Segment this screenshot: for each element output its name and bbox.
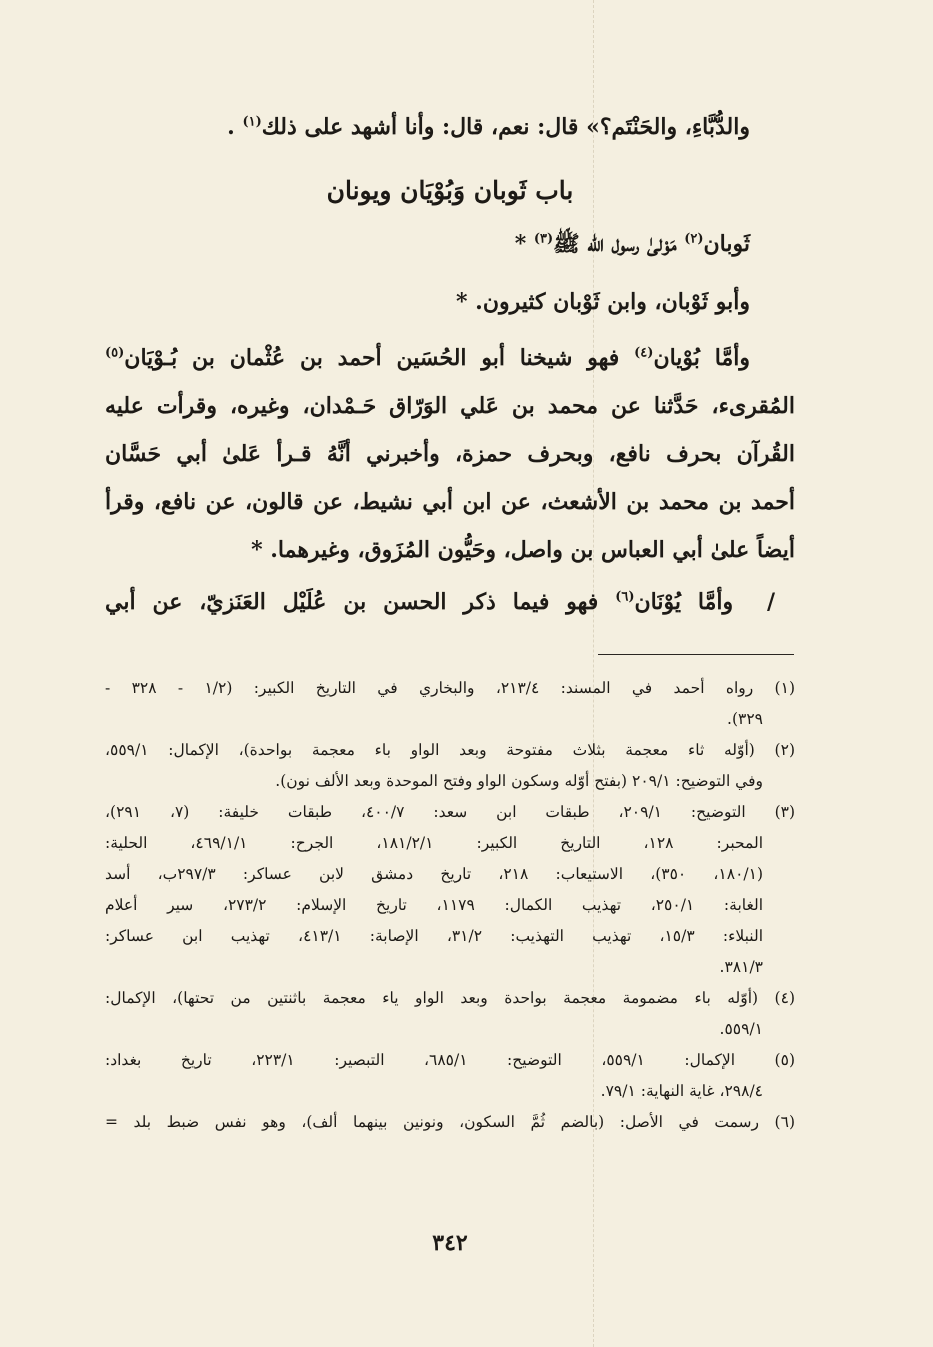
footnote-3-line: ٣٨١/٣. [719,958,763,976]
footnote-ref-3[interactable]: (٣) [533,231,554,247]
paragraph-line: أحمد بن محمد بن الأشعث، عن ابن أبي نشيط، عن قالون، عن نافع، وقرأ [105,489,795,515]
paragraph-yunan-text: فهو فيما ذكر الحسن بن عُلَيْل العَنَزيّ، عن أبي [105,589,599,615]
opening-line-text: والدُّبَّاءِ، والحَنْتَم؟» قال: نعم، قال: وأنا أشهد على ذلك [261,114,750,140]
entry-end-star: * [514,231,527,257]
footnote-ref-5[interactable]: (٥) [105,345,125,361]
section-heading: باب ثَوبان وَبُوْيَان ويونان [326,176,574,205]
footnote-3-line: المحبر: ١٢٨، التاريخ الكبير: ١٨١/٢/١، الجرح: ٤٦٩/١/١، الحلية: [105,834,763,852]
paragraph-buwayan-end: أيضاً علىٰ أبي العباس بن واصل، وحَيُّون المُزَوق، وغيرهما. [270,537,795,563]
page-number: ٣٤٢ [432,1230,468,1256]
entry-end-star: * [455,289,468,315]
footnote-4-line: (٤) (أوّله باء مضمومة معجمة بواحدة وبعد الواو ياء معجمة باثنتين من تحتها)، الإكمال: [105,989,795,1007]
footnote-5-line: ٢٩٨/٤، غاية النهاية: ٧٩/١. [600,1082,763,1100]
paragraph-line [105,526,795,574]
footnote-1-line: ٣٢٩). [727,710,763,728]
paragraph-buwayan-text: فهو شيخنا أبو الحُسَين أحمد بن عُثْمان بن بُـوْيَان [124,345,620,371]
entry-thawban-block [105,220,795,268]
paragraph-line [105,334,795,382]
footnote-3-line: (١٨٠/١، ٣٥٠)، الاستيعاب: ٢١٨، تاريخ دمشق لابن عساكر: ٢٩٧/٣ب، أسد [105,865,764,883]
entry-thawban-desc: مَوْلىٰ رسول الله ﷺ [553,231,677,257]
entry-abu-thawban-block [105,278,795,326]
footnote-ref-6[interactable]: (٦) [615,589,635,605]
section-heading-block [105,167,795,215]
paragraph-line: المُقرىء، حَدَّثنا عن محمد بن عَلي الوَرّاق حَـمْدان، وغيره، وقرأت عليه [105,393,795,419]
footnotes-section [105,673,795,1138]
paragraph-yunan [105,578,795,626]
paragraph-line: القُرآن بحرف نافع، وبحرف حمزة، وأخبرني أنَّهُ قـرأ عَلىٰ أبي حَسَّان [105,441,795,467]
footnote-3-line: (٣) التوضيح: ٢٠٩/١، طبقات ابن سعد: ٤٠٠/٧، طبقات خليفة: (٧، ٢٩١)، [105,803,795,821]
entry-abu-thawban-text: وأبو ثَوْبان، وابن ثَوْبان كثيرون. [475,289,750,315]
main-text-block-top [105,103,795,151]
paragraph-yunan-intro: وأمَّا يُوْنَان [634,589,734,615]
footnote-6-line: (٦) رسمت في الأصل: (بالضم ثُمَّ السكون، ونونين بينهما ألف)، وهو نفس ضبط بلد = [105,1113,795,1131]
footnote-ref-1[interactable]: (١) [242,114,262,130]
footnote-2-line: وفي التوضيح: ٢٠٩/١ (بفتح أوّله وسكون الواو وفتح الموحدة وبعد الألف نون). [275,772,763,790]
paragraph-line [105,578,795,626]
footnote-ref-4[interactable]: (٤) [634,345,654,361]
entry-thawban [105,220,795,268]
entry-abu-thawban [105,278,795,326]
paragraph-buwayan [105,334,795,574]
opening-line [105,103,795,151]
footnote-2-line: (٢) (أوّله ثاء معجمة بثلاث مفتوحة وبعد الواو باء معجمة بواحدة)، الإكمال: ٥٥٩/١، [105,741,795,759]
footnote-3-line: النبلاء: ١٥/٣، تهذيب التهذيب: ٣١/٢، الإصابة: ٤١٣/١، تهذيب ابن عساكر: [105,927,763,945]
entry-thawban-name: ثَوبان [703,231,750,257]
footnote-3-line: الغابة: ٢٥٠/١، تهذيب الكمال: ١١٧٩، تاريخ الإسلام: ٢٧٣/٢، سير أعلام [105,896,764,914]
footnote-5-line: (٥) الإكمال: ٥٥٩/١، التوضيح: ٦٨٥/١، التبصير: ٢٢٣/١، تاريخ بغداد: [105,1051,795,1069]
footnote-1-line: (١) رواه أحمد في المسند: ٢١٣/٤، والبخاري في التاريخ الكبير: (١/٢ - ٣٢٨ - [105,679,795,697]
footnote-divider [598,654,794,655]
footnote-ref-2[interactable]: (٢) [684,231,704,247]
entry-end-star: * [251,537,263,563]
paragraph-buwayan-intro: وأمَّا بُوْيان [653,345,750,371]
footnote-4-line: ٥٥٩/١. [719,1020,763,1038]
opening-line-end: . [227,114,235,140]
page-break-mark: / [766,589,775,615]
